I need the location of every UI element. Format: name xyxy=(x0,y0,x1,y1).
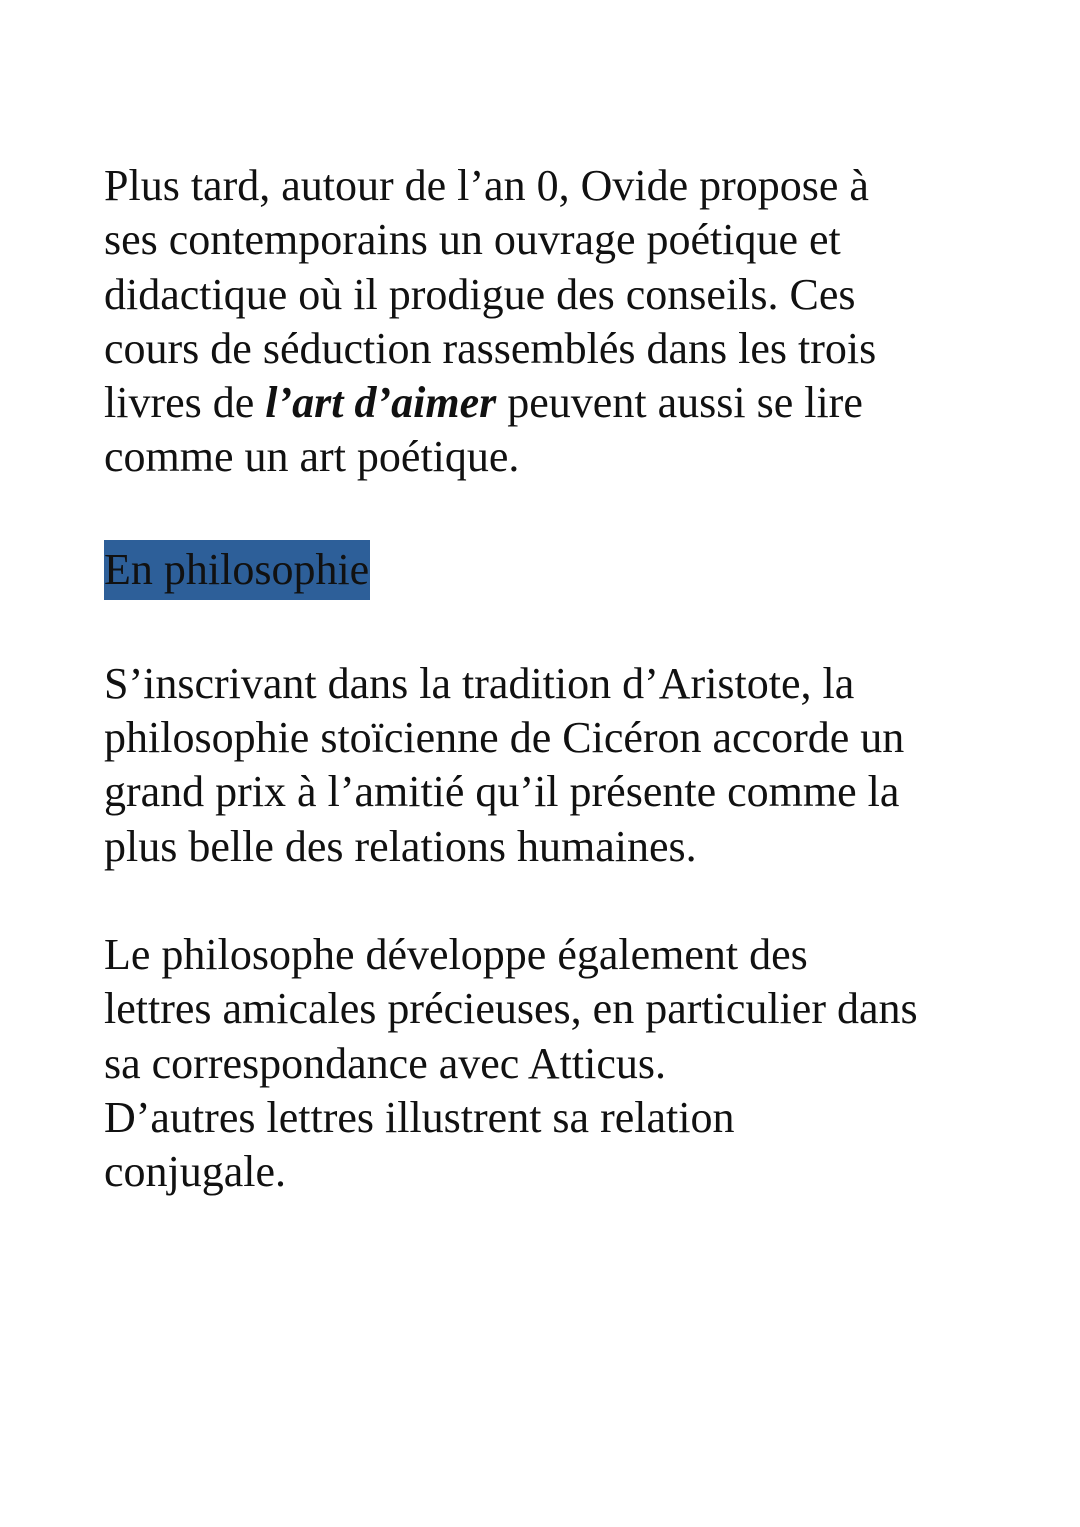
text-line: conjugale. xyxy=(104,1147,287,1197)
text-line xyxy=(104,376,1004,430)
paragraph-lettres xyxy=(104,928,1004,1199)
paragraph-ciceron xyxy=(104,657,1004,874)
document-page xyxy=(104,159,1004,1199)
text-line: S’inscrivant dans la tradition d’Aristote, la xyxy=(104,658,855,708)
text-line: grand prix à l’amitié qu’il présente comme la xyxy=(104,767,900,817)
text-line: lettres amicales précieuses, en particulier dans xyxy=(104,984,918,1034)
paragraph-ovide xyxy=(104,159,1004,485)
text-line: ses contemporains un ouvrage poétique et xyxy=(104,215,841,265)
text-line: sa correspondance avec Atticus. xyxy=(104,1038,666,1088)
text-fragment: livres de xyxy=(104,378,266,428)
text-line: comme un art poétique. xyxy=(104,432,520,482)
text-fragment: peuvent aussi se lire xyxy=(496,378,863,428)
book-title-emphasis: l’art d’aimer xyxy=(265,378,497,428)
text-line: D’autres lettres illustrent sa relation xyxy=(104,1092,735,1142)
section-heading-row xyxy=(104,540,1004,600)
text-line: philosophie stoïcienne de Cicéron accorde un xyxy=(104,713,905,763)
text-line: cours de séduction rassemblés dans les trois xyxy=(104,323,877,373)
section-heading-highlighted: En philosophie xyxy=(104,540,370,600)
text-line: plus belle des relations humaines. xyxy=(104,821,697,871)
text-line: Le philosophe développe également des xyxy=(104,929,808,979)
text-line: didactique où il prodigue des conseils. Ces xyxy=(104,269,856,319)
text-line: Plus tard, autour de l’an 0, Ovide propose à xyxy=(104,161,869,210)
